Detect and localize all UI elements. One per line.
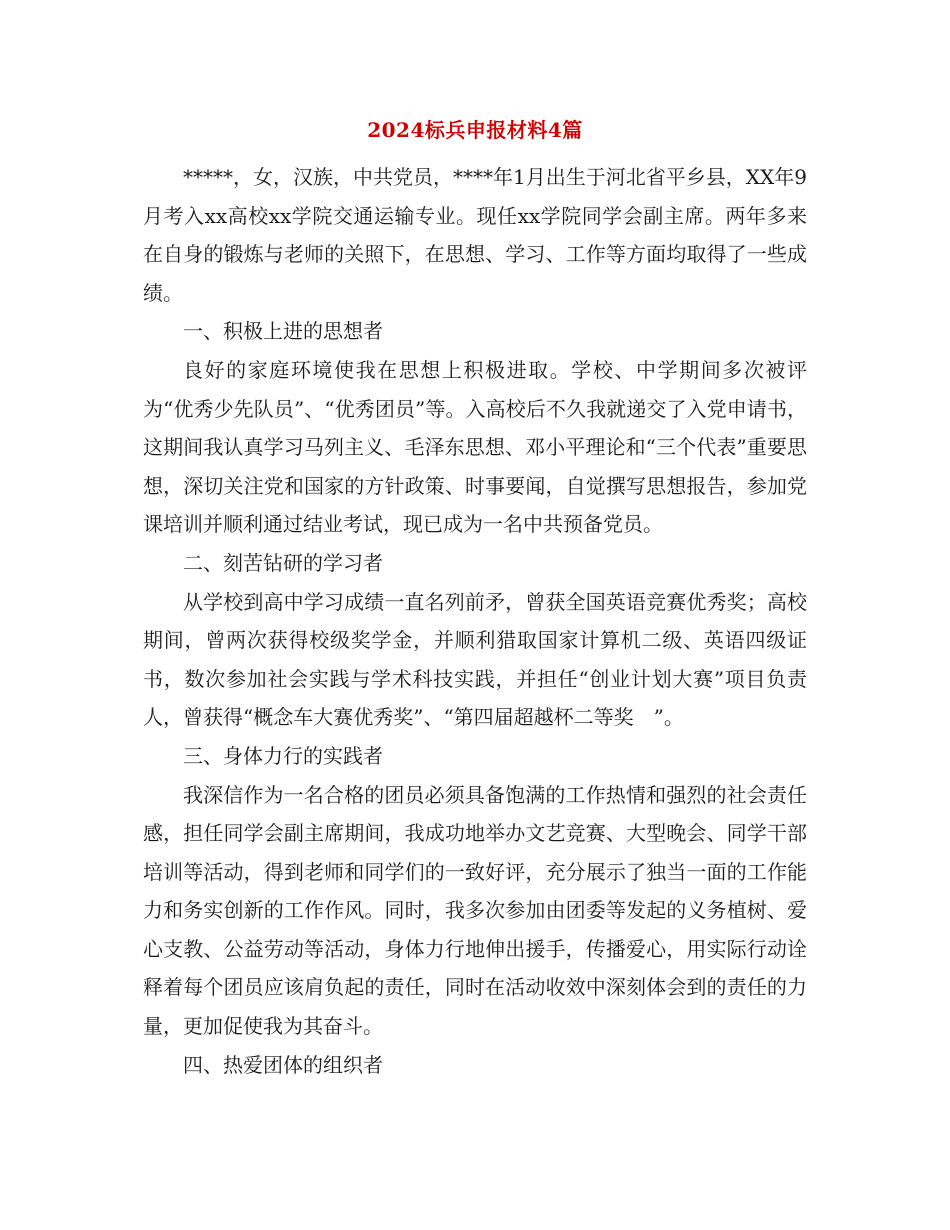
section-heading-4: 四、热爱团体的组织者 bbox=[183, 1052, 383, 1077]
section-heading-3: 三、身体力行的实践者 bbox=[183, 743, 383, 768]
section-heading-1: 一、积极上进的思想者 bbox=[183, 319, 383, 344]
section-paragraph-2: 从学校到高中学习成绩一直名列前矛，曾获全国英语竞赛优秀奖；高校期间，曾两次获得校级奖学金，并顺利猎取国家计算机二级、英语四级证书，数次参加社会实践与学术科技实践，并担任“创业计划大赛”项目负责人，曾获得“概念车大赛优秀奖”、“第四届超越杯二等奖 ”。 bbox=[143, 589, 807, 730]
section-heading-2: 二、刻苦钻研的学习者 bbox=[183, 550, 383, 575]
section-paragraph-3: 我深信作为一名合格的团员必须具备饱满的工作热情和强烈的社会责任感，担任同学会副主席期间，我成功地举办文艺竞赛、大型晚会、同学干部培训等活动，得到老师和同学们的一致好评，充分展示了独当一面的工作能力和务实创新的工作作风。同时，我多次参加由团委等发起的义务植树、爱心支教、公益劳动等活动，身体力行地伸出援手，传播爱心，用实际行动诠释着每个团员应该肩负起的责任，同时在活动收效中深刻体会到的责任的力量，更加促使我为其奋斗。 bbox=[143, 782, 807, 1039]
intro-paragraph: *****，女，汉族，中共党员，****年1月出生于河北省平乡县，XX年9月考入xx高校xx学院交通运输专业。现任xx学院同学会副主席。两年多来在自身的锻炼与老师的关照下，在思想、学习、工作等方面均取得了一些成绩。 bbox=[143, 165, 807, 305]
document-title: 2024标兵申报材料4篇 bbox=[367, 118, 583, 142]
document-body bbox=[143, 158, 807, 1084]
section-paragraph-1: 良好的家庭环境使我在思想上积极进取。学校、中学期间多次被评为“优秀少先队员”、“优秀团员”等。入高校后不久我就递交了入党申请书，这期间我认真学习马列主义、毛泽东思想、邓小平理论和“三个代表”重要思想，深切关注党和国家的方针政策、时事要闻，自觉撰写思想报告，参加党课培训并顺利通过结业考试，现已成为一名中共预备党员。 bbox=[143, 357, 807, 537]
